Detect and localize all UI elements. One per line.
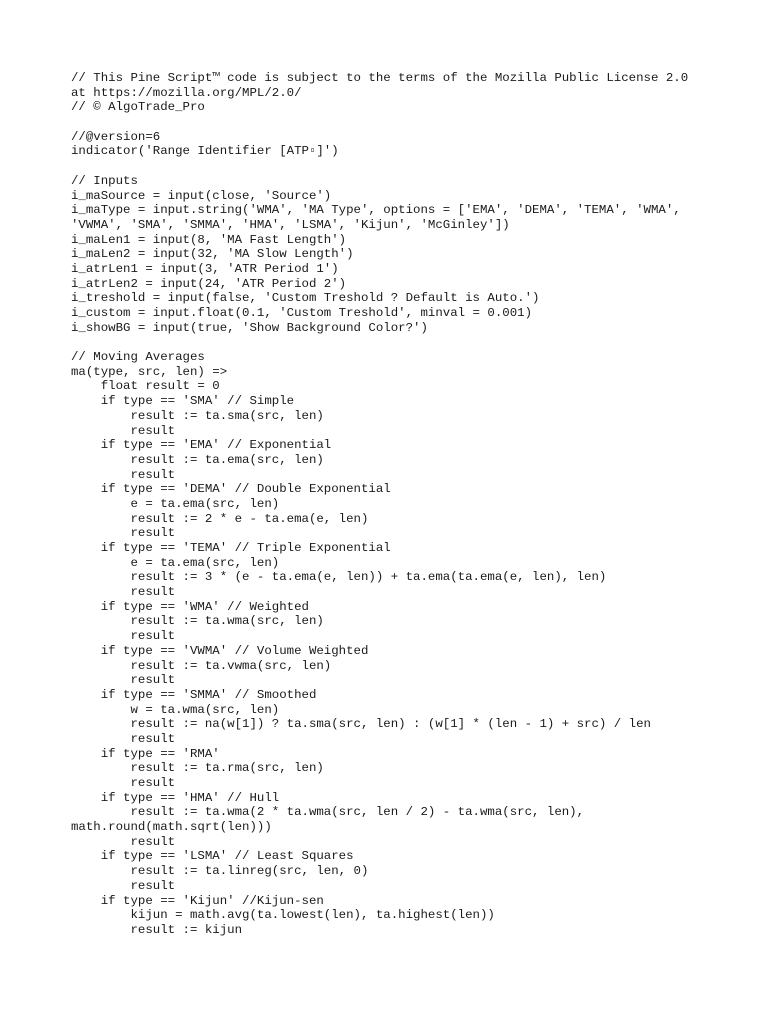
code-line: //@version=6 xyxy=(71,129,161,144)
code-line: 'VWMA', 'SMA', 'SMMA', 'HMA', 'LSMA', 'Kijun', 'McGinley']) xyxy=(71,217,510,232)
code-line: float result = 0 xyxy=(71,379,220,394)
code-block xyxy=(71,71,751,938)
code-line: i_maLen2 = input(32, 'MA Slow Length') xyxy=(71,247,354,262)
code-line: if type == 'HMA' // Hull xyxy=(71,790,280,805)
code-line: result := ta.vwma(src, len) xyxy=(71,658,332,673)
code-line: if type == 'SMA' // Simple xyxy=(71,394,295,409)
code-line: result xyxy=(71,673,176,688)
code-line: // This Pine Script™ code is subject to the terms of the Mozilla Public License 2.0 xyxy=(71,71,689,85)
code-line: result xyxy=(71,731,176,746)
code-line: result xyxy=(71,629,176,644)
code-line: result := ta.ema(src, len) xyxy=(71,452,324,467)
code-line xyxy=(71,115,751,130)
code-line: i_maType = input.string('WMA', 'MA Type', options = ['EMA', 'DEMA', 'TEMA', 'WMA', xyxy=(71,203,681,218)
code-line: i_treshold = input(false, 'Custom Treshold ? Default is Auto.') xyxy=(71,291,540,306)
code-line: // Inputs xyxy=(71,173,138,188)
code-line: result := 3 * (e - ta.ema(e, len)) + ta.ema(ta.ema(e, len), len) xyxy=(71,570,607,585)
code-line: ma(type, src, len) => xyxy=(71,364,228,379)
code-line: e = ta.ema(src, len) xyxy=(71,496,280,511)
code-line: if type == 'LSMA' // Least Squares xyxy=(71,849,354,864)
code-line: if type == 'EMA' // Exponential xyxy=(71,438,332,453)
code-line: if type == 'TEMA' // Triple Exponential xyxy=(71,541,391,555)
code-line: result := ta.wma(2 * ta.wma(src, len / 2) - ta.wma(src, len), xyxy=(71,805,585,820)
code-line: i_custom = input.float(0.1, 'Custom Treshold', minval = 0.001) xyxy=(71,306,533,320)
code-line: if type == 'WMA' // Weighted xyxy=(71,599,309,614)
code-line: if type == 'Kijun' //Kijun-sen xyxy=(71,893,324,908)
code-line: i_showBG = input(true, 'Show Background Color?') xyxy=(71,320,428,335)
code-line xyxy=(71,335,751,350)
code-line: math.round(math.sqrt(len))) xyxy=(71,820,272,835)
code-line: result xyxy=(71,423,176,438)
code-line: e = ta.ema(src, len) xyxy=(71,555,280,570)
code-line: result xyxy=(71,834,176,849)
code-line: result xyxy=(71,776,176,790)
code-line: // Moving Averages xyxy=(71,350,205,365)
code-line: result := ta.wma(src, len) xyxy=(71,614,324,629)
code-line: result xyxy=(71,585,176,600)
code-line: if type == 'DEMA' // Double Exponential xyxy=(71,482,391,497)
code-line: result xyxy=(71,878,176,893)
code-line: result := ta.sma(src, len) xyxy=(71,408,324,423)
code-line xyxy=(71,159,751,174)
code-line: i_atrLen1 = input(3, 'ATR Period 1') xyxy=(71,261,339,276)
code-line: result := ta.linreg(src, len, 0) xyxy=(71,864,369,879)
code-line: i_maSource = input(close, 'Source') xyxy=(71,188,332,203)
code-line: result xyxy=(71,467,176,482)
code-line: if type == 'RMA' xyxy=(71,746,220,761)
code-line: w = ta.wma(src, len) xyxy=(71,702,280,717)
code-line: result xyxy=(71,526,176,541)
code-line: result := 2 * e - ta.ema(e, len) xyxy=(71,511,369,526)
code-line: i_maLen1 = input(8, 'MA Fast Length') xyxy=(71,232,347,247)
code-line: result := ta.rma(src, len) xyxy=(71,761,324,776)
code-line: // © AlgoTrade_Pro xyxy=(71,100,205,115)
code-line: at https://mozilla.org/MPL/2.0/ xyxy=(71,85,302,100)
document-page xyxy=(71,71,751,938)
code-line: i_atrLen2 = input(24, 'ATR Period 2') xyxy=(71,276,347,291)
code-line: result := kijun xyxy=(71,922,243,937)
code-line: indicator('Range Identifier [ATP▫]') xyxy=(71,144,339,159)
code-line: if type == 'VWMA' // Volume Weighted xyxy=(71,643,369,658)
code-line: if type == 'SMMA' // Smoothed xyxy=(71,687,317,702)
code-line: kijun = math.avg(ta.lowest(len), ta.highest(len)) xyxy=(71,908,495,923)
code-line: result := na(w[1]) ? ta.sma(src, len) : (w[1] * (len - 1) + src) / len xyxy=(71,717,651,732)
